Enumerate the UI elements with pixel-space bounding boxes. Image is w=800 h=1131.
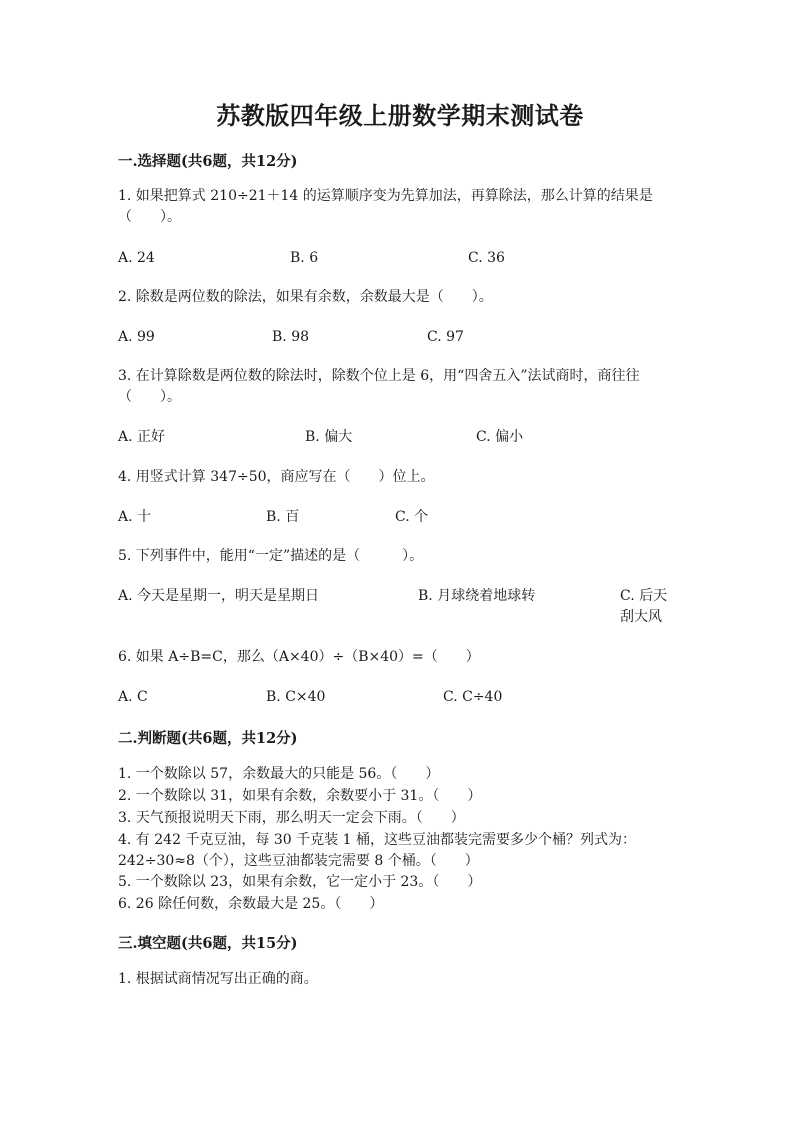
judgement-item-3: 3. 天气预报说明天下雨，那么明天一定会下雨。（ ） — [118, 810, 465, 826]
choice-q4-option-b: B. 百 — [266, 509, 300, 525]
choice-q4-option-a: A. 十 — [118, 509, 152, 525]
judgement-item-6: 6. 26 除任何数，余数最大是 25。（ ） — [118, 896, 384, 912]
fill-in-item-1: 1. 根据试商情况写出正确的商。 — [118, 971, 318, 987]
choice-q5-option-c: C. 后天刮大风 — [620, 588, 668, 625]
choice-q4-option-c: C. 个 — [395, 509, 429, 525]
section-heading-fill-in: 三.填空题(共6题，共15分) — [118, 935, 298, 952]
choice-q3-option-c: C. 偏小 — [476, 429, 524, 445]
page-title: 苏教版四年级上册数学期末测试卷 — [216, 101, 584, 130]
judgement-item-2: 2. 一个数除以 31，如果有余数，余数要小于 31。（ ） — [118, 788, 482, 804]
choice-q5-option-a: A. 今天是星期一，明天是星期日 — [118, 588, 320, 604]
choice-q6-option-c: C. C÷40 — [443, 689, 503, 705]
choice-q5-option-b: B. 月球绕着地球转 — [418, 588, 536, 604]
choice-q6-option-b: B. C×40 — [266, 689, 326, 705]
choice-q3-option-a: A. 正好 — [118, 429, 166, 445]
choice-q1-option-c: C. 36 — [468, 250, 505, 266]
choice-question-2: 2. 除数是两位数的除法，如果有余数，余数最大是（ ）。 — [118, 289, 493, 305]
choice-question-5: 5. 下列事件中，能用“一定”描述的是（ ）。 — [118, 548, 424, 564]
choice-q1-option-a: A. 24 — [118, 250, 155, 266]
judgement-item-5: 5. 一个数除以 23，如果有余数，它一定小于 23。（ ） — [118, 874, 482, 890]
choice-q3-option-b: B. 偏大 — [305, 429, 353, 445]
choice-q2-option-a: A. 99 — [118, 329, 155, 345]
section-heading-choice: 一.选择题(共6题，共12分) — [118, 153, 298, 170]
section-heading-judgement: 二.判断题(共6题，共12分) — [118, 730, 298, 747]
choice-question-3: 3. 在计算除数是两位数的除法时，除数个位上是 6，用“四舍五入”法试商时，商往往（ ）。 — [118, 368, 640, 405]
judgement-item-4: 4. 有 242 千克豆油，每 30 千克装 1 桶，这些豆油都装完需要多少个桶？列式为：242÷30≈8（个），这些豆油都装完需要 8 个桶。（ ） — [118, 832, 636, 869]
choice-question-4: 4. 用竖式计算 347÷50，商应写在（ ）位上。 — [118, 469, 435, 485]
choice-question-6: 6. 如果 A÷B=C，那么（A×40）÷（B×40）=（ ） — [118, 649, 480, 665]
judgement-item-1: 1. 一个数除以 57，余数最大的只能是 56。（ ） — [118, 766, 440, 782]
choice-q1-option-b: B. 6 — [290, 250, 319, 266]
choice-q6-option-a: A. C — [118, 689, 148, 705]
choice-q2-option-b: B. 98 — [272, 329, 310, 345]
choice-q2-option-c: C. 97 — [427, 329, 464, 345]
choice-question-1: 1. 如果把算式 210÷21＋14 的运算顺序变为先算加法，再算除法，那么计算的结果是（ ）。 — [118, 188, 653, 225]
